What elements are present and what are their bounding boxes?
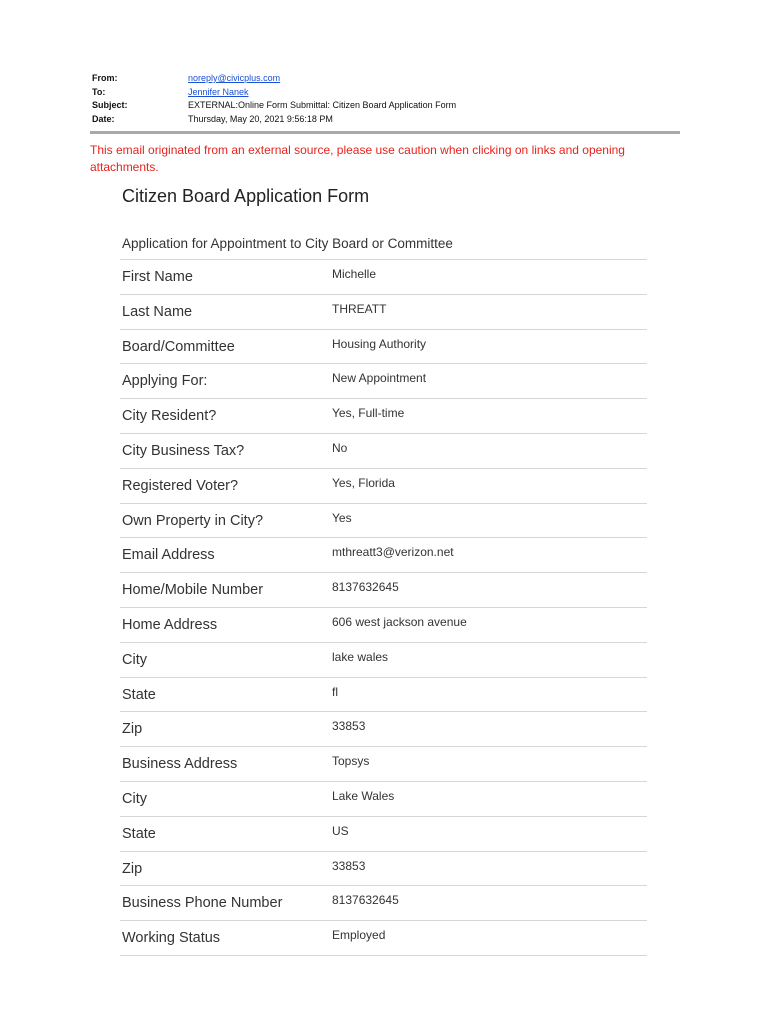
field-label: Board/Committee <box>122 338 235 355</box>
to-label: To: <box>92 86 106 97</box>
date-row <box>92 113 680 127</box>
field-label: Registered Voter? <box>122 477 239 494</box>
field-label: Own Property in City? <box>122 512 264 529</box>
field-label: Zip <box>122 721 143 738</box>
field-label: State <box>122 825 156 842</box>
header-divider <box>90 131 680 134</box>
field-row <box>120 782 647 817</box>
from-email-link[interactable]: noreply@civicplus.com <box>188 73 281 83</box>
field-row <box>120 260 647 295</box>
field-label: Zip <box>122 860 143 877</box>
field-value: 8137632645 <box>332 893 399 908</box>
field-value: Lake Wales <box>332 788 395 803</box>
field-value: THREATT <box>332 301 387 316</box>
subject-label: Subject: <box>92 100 128 110</box>
field-row <box>120 747 647 782</box>
field-label: City <box>122 790 147 807</box>
from-row <box>92 72 680 86</box>
field-row <box>120 469 647 504</box>
from-label: From: <box>92 73 118 83</box>
field-value: 33853 <box>332 858 366 873</box>
field-row <box>120 573 647 608</box>
field-value: Housing Authority <box>332 336 427 351</box>
field-label: Business Address <box>122 756 238 773</box>
field-row <box>120 643 647 678</box>
field-row <box>120 364 647 399</box>
field-value: fl <box>332 684 338 699</box>
field-label: Home Address <box>122 616 218 633</box>
field-row <box>120 678 647 713</box>
field-row <box>120 608 647 643</box>
field-label: City Business Tax? <box>122 442 245 459</box>
field-value: New Appointment <box>332 371 427 386</box>
field-value: US <box>332 823 349 838</box>
field-row <box>120 886 647 921</box>
field-value: Topsys <box>332 754 370 769</box>
date-value: Thursday, May 20, 2021 9:56:18 PM <box>188 113 333 124</box>
field-row <box>120 852 647 887</box>
field-label: Last Name <box>122 303 193 320</box>
to-row <box>92 86 680 100</box>
field-value: Employed <box>332 928 386 943</box>
field-row <box>120 538 647 573</box>
field-label: City <box>122 651 147 668</box>
field-label: Applying For: <box>122 373 208 390</box>
subject-value: EXTERNAL:Online Form Submittal: Citizen Board Application Form <box>188 100 457 110</box>
to-recipient-link[interactable]: Jennifer Nanek <box>188 86 249 97</box>
form-title: Citizen Board Application Form <box>122 186 370 206</box>
field-row <box>120 434 647 469</box>
field-label: Working Status <box>122 930 221 947</box>
field-value: lake wales <box>332 649 389 664</box>
field-label: Home/Mobile Number <box>122 582 264 599</box>
field-row <box>120 330 647 365</box>
field-row <box>120 712 647 747</box>
date-label: Date: <box>92 113 115 124</box>
email-header <box>92 72 680 126</box>
form-subtitle: Application for Appointment to City Board or Committee <box>122 236 453 251</box>
external-warning: This email originated from an external source, please use caution when clicking on links and opening attachments. <box>90 143 625 174</box>
field-label: Email Address <box>122 547 215 564</box>
field-value: 8137632645 <box>332 580 399 595</box>
form-fields-table <box>120 259 647 956</box>
field-value: Yes <box>332 510 352 525</box>
field-label: City Resident? <box>122 408 217 425</box>
field-label: First Name <box>122 269 193 285</box>
field-value: Michelle <box>332 267 377 281</box>
field-label: State <box>122 686 156 703</box>
field-value: Yes, Florida <box>332 475 395 490</box>
field-label: Business Phone Number <box>122 895 283 912</box>
field-row <box>120 295 647 330</box>
field-value: No <box>332 440 348 455</box>
field-value: mthreatt3@verizon.net <box>332 545 454 560</box>
field-row <box>120 817 647 852</box>
field-value: 33853 <box>332 719 366 734</box>
field-row <box>120 504 647 539</box>
field-value: Yes, Full-time <box>332 406 405 421</box>
field-row <box>120 399 647 434</box>
field-row <box>120 921 647 956</box>
field-value: 606 west jackson avenue <box>332 614 467 629</box>
subject-row <box>92 99 680 113</box>
